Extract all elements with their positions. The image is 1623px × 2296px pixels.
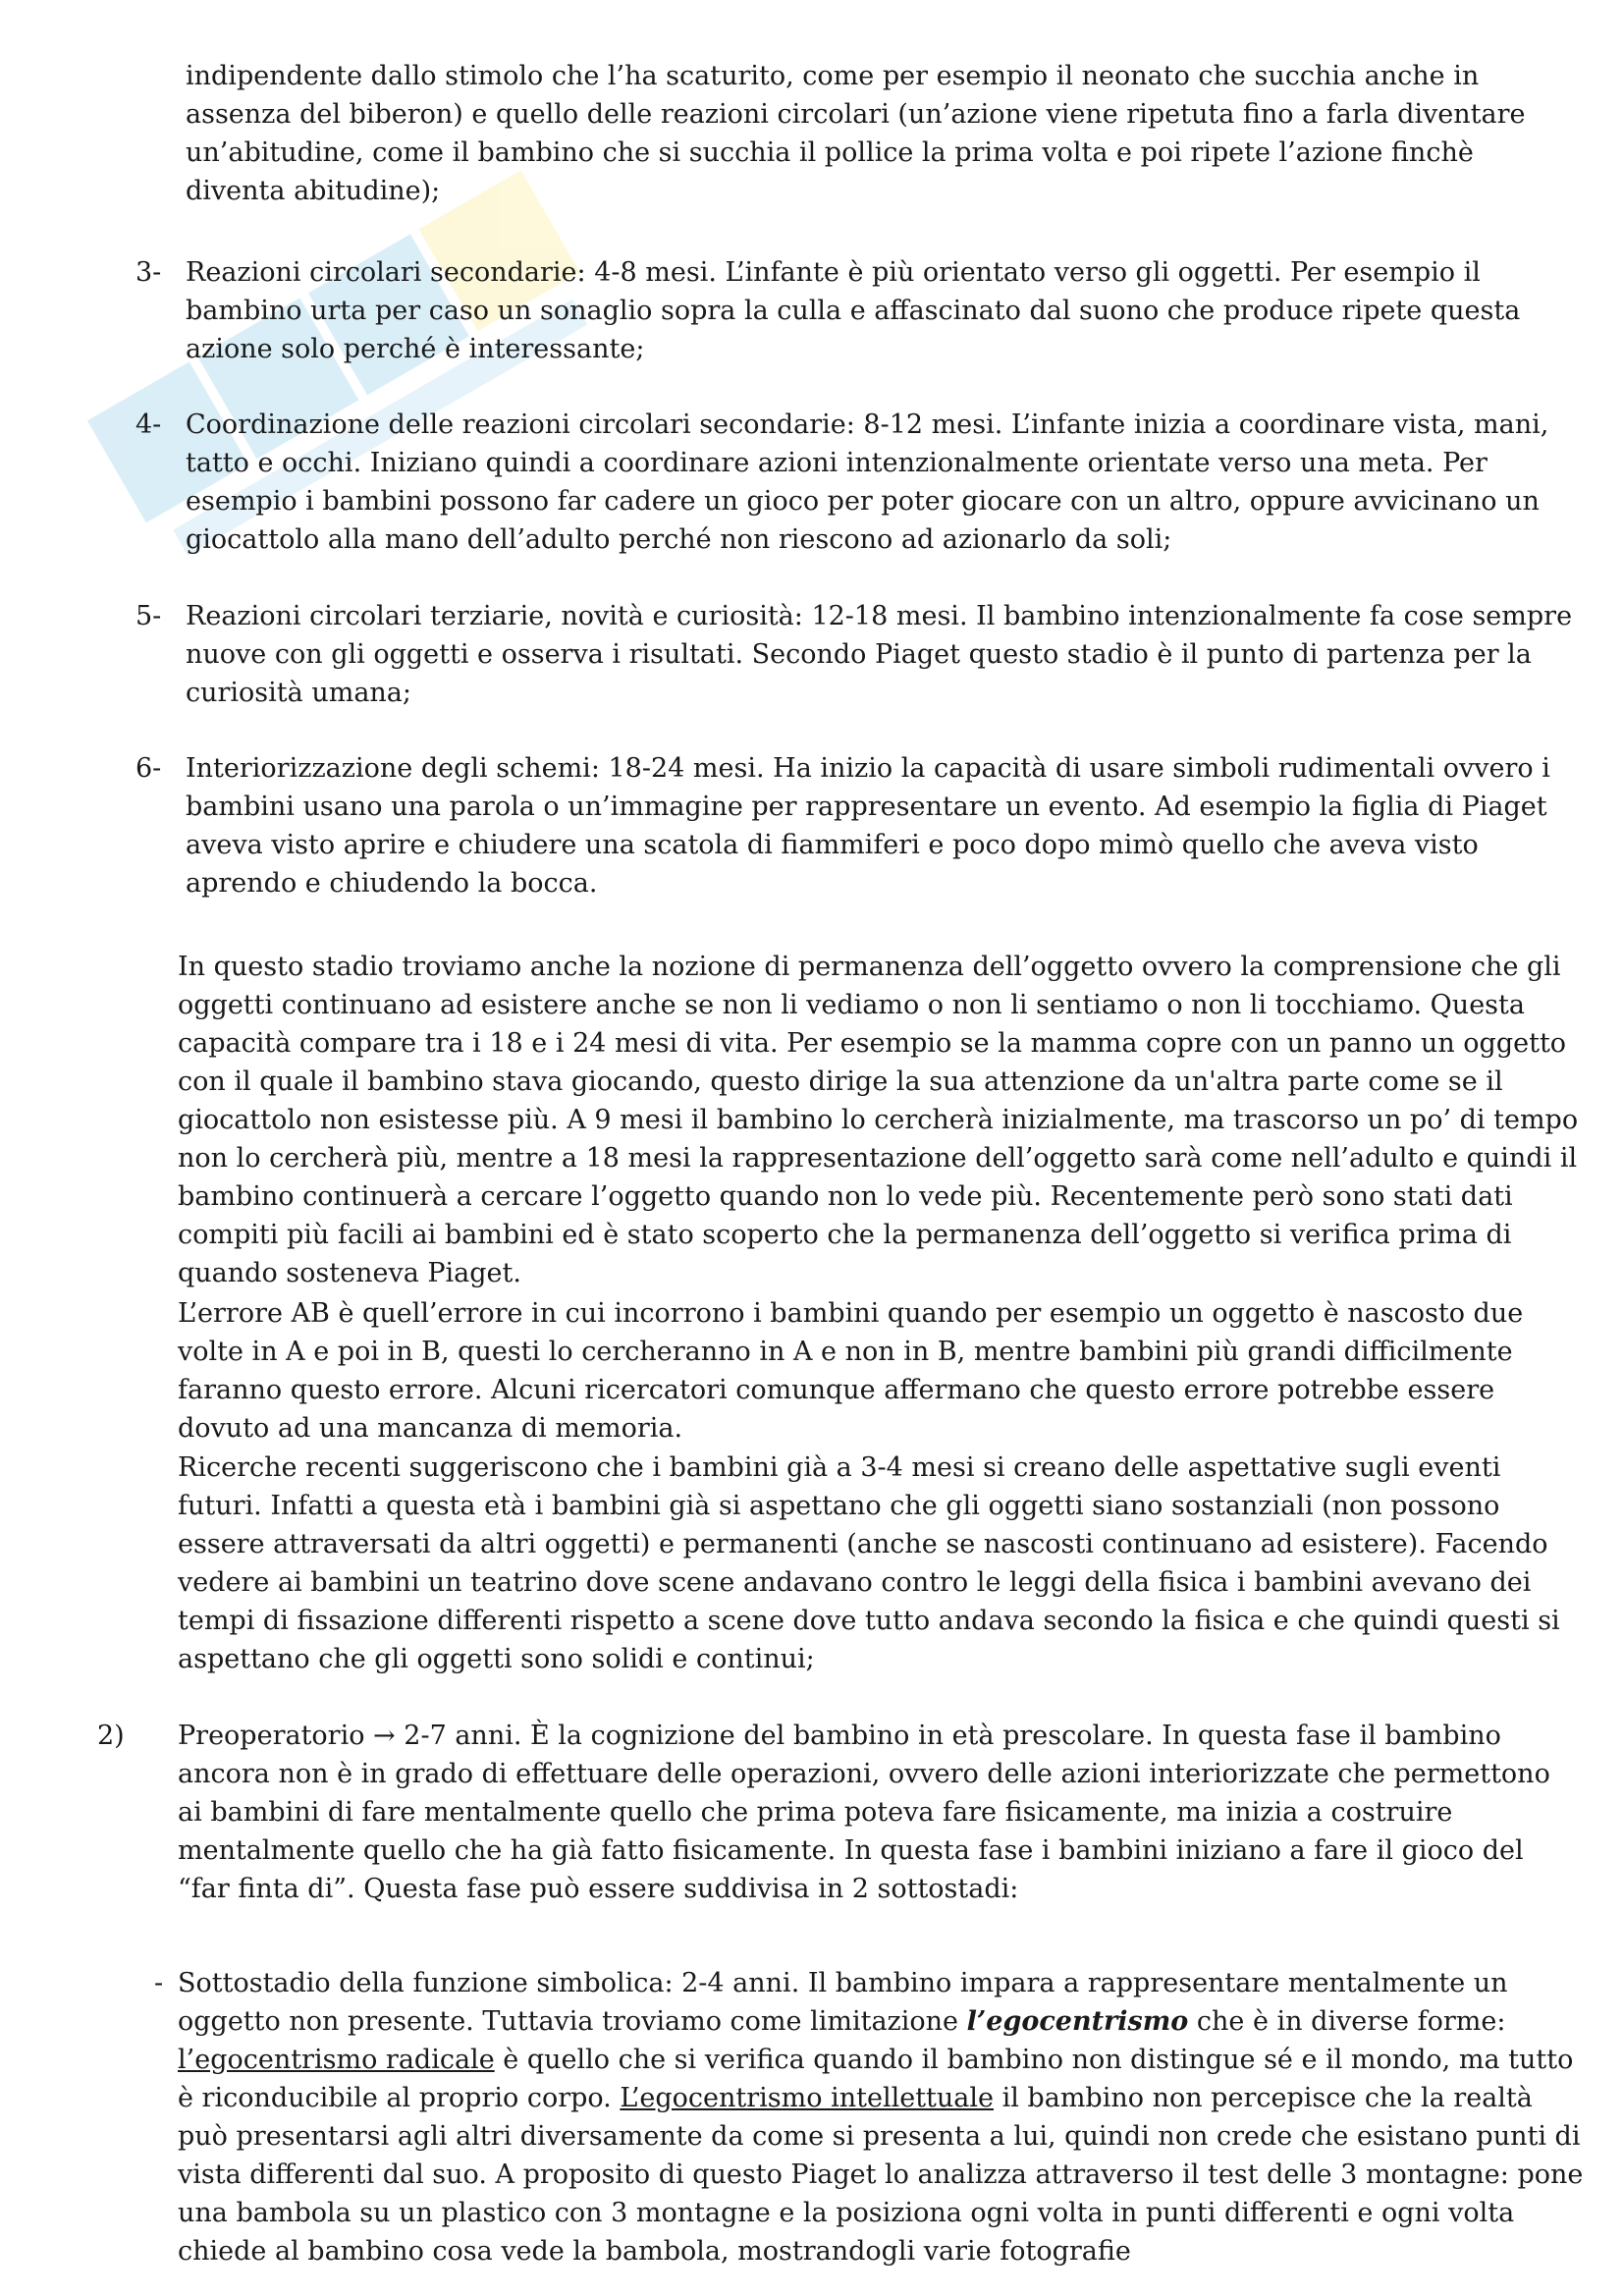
paragraph-recent-research: Ricerche recenti suggeriscono che i bambini già a 3-4 mesi si creano delle aspettative sugli eventi futuri. Infatti a questa età i bambini già si aspettano che gli oggetti siano sostanziali (non possono essere attraversati da altri oggetti) e permanenti (anche se nascosti continuano ad esistere). Facendo vedere ai bambini un teatrino dove scene andavano contro le leggi della fisica i bambini avevano dei tempi di fissazione differenti rispetto a scene dove tutto andava secondo la fisica e che quindi questi si aspettano che gli oggetti sono solidi e continui; <box>178 1452 1560 1674</box>
item-number: 6- <box>135 753 162 784</box>
item-number: 5- <box>135 601 162 631</box>
underline-egocentrismo-radicale: l’egocentrismo radicale <box>178 2045 495 2075</box>
text-run: che è in diverse forme: <box>1188 2006 1506 2037</box>
text-run: il bambino non percepisce che la realtà può presentarsi agli altri diversamente da come si presenta a lui, quindi non crede che esistano punti di vista differenti dal suo. A proposito di questo Piaget lo analizza attraverso il test delle 3 montagne: pone una bambola su un plastico con 3 montagne e la posiziona ogni volta in punti differenti e ogni volta chiede al bambino cosa vede la bambola, mostrandogli varie fotografie <box>178 2083 1584 2267</box>
section-number: 2) <box>97 1721 125 1751</box>
text-run: Sottostadio della funzione simbolica: 2-4 anni. Il bambino impara a rappresentare mentalmente un oggetto non presente. Tuttavia troviamo come limitazione <box>178 1968 1508 2037</box>
text-run: è quello che si verifica quando il bambino non distingue sé e il mondo, ma tutto è riconducibile al proprio corpo. <box>178 2045 1574 2113</box>
section-text: Preoperatorio → 2-7 anni. È la cognizione del bambino in età prescolare. In questa fase il bambino ancora non è in grado di effettuare delle operazioni, ovvero delle azioni interiorizzate che permettono ai bambini di fare mentalmente quello che prima poteva fare fisicamente, ma inizia a costruire mentalmente quello che ha già fatto fisicamente. In questa fase i bambini iniziano a fare il gioco del “far finta di”. Questa fase può essere suddivisa in 2 sottostadi: <box>178 1721 1550 1904</box>
continued-text: indipendente dallo stimolo che l’ha scaturito, come per esempio il neonato che succhia anche in assenza del biberon) e quello delle reazioni circolari (un’azione viene ripetuta fino a farla diventare un’abitudine, come il bambino che si succhia il pollice la prima volta e poi ripete l’azione finchè diventa abitudine); <box>186 61 1526 206</box>
emphasis-egocentrismo: l’egocentrismo <box>966 2006 1189 2037</box>
sub-item-text <box>178 1964 1584 2270</box>
item-text: Interiorizzazione degli schemi: 18-24 mesi. Ha inizio la capacità di usare simboli rudimentali ovvero i bambini usano una parola o un’immagine per rappresentare un evento. Ad esempio la figlia di Piaget aveva visto aprire e chiudere una scatola di fiammiferi e poco dopo mimò quello che aveva visto aprendo e chiudendo la bocca. <box>186 753 1550 899</box>
paragraph-ab-error: L’errore AB è quell’errore in cui incorrono i bambini quando per esempio un oggetto è nascosto due volte in A e poi in B, questi lo cercheranno in A e non in B, mentre bambini più grandi difficilmente faranno questo errore. Alcuni ricercatori comunque affermano che questo errore potrebbe essere dovuto ad una mancanza di memoria. <box>178 1298 1524 1444</box>
item-text: Coordinazione delle reazioni circolari secondarie: 8-12 mesi. L’infante inizia a coordinare vista, mani, tatto e occhi. Iniziano quindi a coordinare azioni intenzionalmente orientate verso una meta. Per esempio i bambini possono far cadere un gioco per poter giocare con un altro, oppure avvicinano un giocattolo alla mano dell’adulto perché non riescono ad azionarlo da soli; <box>186 410 1549 555</box>
item-text: Reazioni circolari secondarie: 4-8 mesi. L’infante è più orientato verso gli oggetti. Per esempio il bambino urta per caso un sonaglio sopra la culla e affascinato dal suono che produce ripete questa azione solo perché è interessante; <box>186 257 1521 364</box>
paragraph-object-permanence: In questo stadio troviamo anche la nozione di permanenza dell’oggetto ovvero la comprensione che gli oggetti continuano ad esistere anche se non li vediamo o non li sentiamo o non li tocchiamo. Questa capacità compare tra i 18 e i 24 mesi di vita. Per esempio se la mamma copre con un panno un oggetto con il quale il bambino stava giocando, questo dirige la sua attenzione da un'altra parte come se il giocattolo non esistesse più. A 9 mesi il bambino lo cercherà inizialmente, ma trascorso un po’ di tempo non lo cercherà più, mentre a 18 mesi la rappresentazione dell’oggetto sarà come nell’adulto e quindi il bambino continuerà a cercare l’oggetto quando non lo vede più. Recentemente però sono stati dati compiti più facili ai bambini ed è stato scoperto che la permanenza dell’oggetto si verifica prima di quando sosteneva Piaget. <box>178 952 1579 1288</box>
item-number: 4- <box>135 410 162 440</box>
sub-bullet: - <box>154 1968 164 1998</box>
item-number: 3- <box>135 257 162 288</box>
item-text: Reazioni circolari terziarie, novità e curiosità: 12-18 mesi. Il bambino intenzionalmente fa cose sempre nuove con gli oggetti e osserva i risultati. Secondo Piaget questo stadio è il punto di partenza per la curiosità umana; <box>186 601 1573 708</box>
underline-egocentrismo-intellettuale: L’egocentrismo intellettuale <box>620 2083 994 2113</box>
continued-paragraph <box>186 57 1580 210</box>
